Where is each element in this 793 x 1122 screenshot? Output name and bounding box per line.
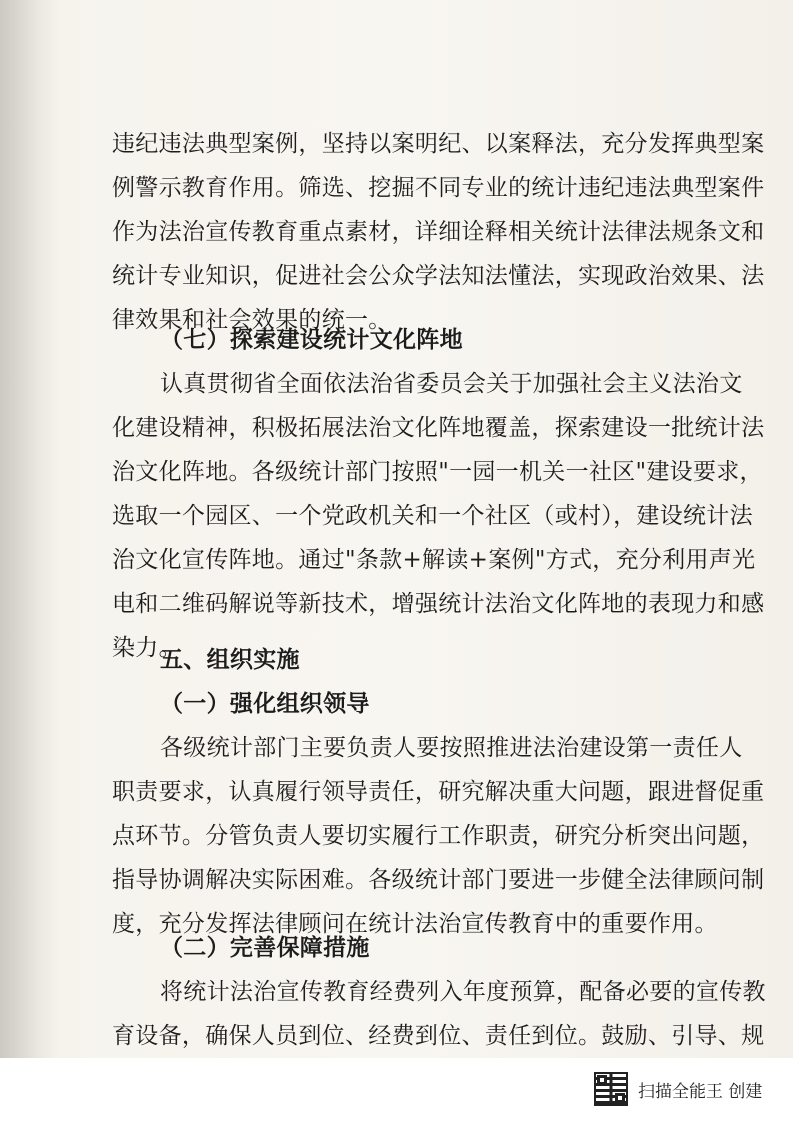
body-line: 治文化宣传阵地。通过"条款+解读+案例"方式，充分利用声光 [112, 547, 756, 573]
qr-code-icon [594, 1072, 628, 1106]
body-line: 统计专业知识，促进社会公众学法知法懂法，实现政治效果、法 [112, 263, 765, 289]
body-line: 违纪违法典型案例，坚持以案明纪、以案释法，充分发挥典型案 [112, 131, 765, 157]
section-heading-2: （二）完善保障措施 [160, 934, 370, 961]
body-line: 认真贯彻省全面依法治省委员会关于加强社会主义法治文 [160, 371, 743, 397]
body-line: 指导协调解决实际困难。各级统计部门要进一步健全法律顾问制 [112, 867, 765, 893]
body-line: 染力。 [112, 635, 182, 661]
body-line: 各级统计部门主要负责人要按照推进法治建设第一责任人 [160, 735, 743, 761]
section-heading-1: （一）强化组织领导 [160, 690, 370, 717]
section-heading-7: （七）探索建设统计文化阵地 [160, 326, 463, 353]
body-line: 治文化阵地。各级统计部门按照"一园一机关一社区"建设要求， [112, 459, 763, 485]
scanner-watermark: 扫描全能王 创建 [638, 1082, 763, 1102]
body-line: 职责要求，认真履行领导责任，研究解决重大问题，跟进督促重 [112, 779, 765, 805]
body-line: 律效果和社会效果的统一。 [112, 307, 392, 333]
body-line: 点环节。分管负责人要切实履行工作职责，研究分析突出问题， [112, 823, 765, 849]
body-line: 选取一个园区、一个党政机关和一个社区（或村），建设统计法 [112, 503, 753, 529]
body-line: 作为法治宣传教育重点素材，详细诠释相关统计法律法规条文和 [112, 219, 765, 245]
body-line: 化建设精神，积极拓展法治文化阵地覆盖，探索建设一批统计法 [112, 415, 765, 441]
body-line: 将统计法治宣传教育经费列入年度预算，配备必要的宣传教 [160, 979, 766, 1005]
body-line: 例警示教育作用。筛选、挖掘不同专业的统计违纪违法典型案件 [112, 175, 765, 201]
page-edge-shadow [0, 0, 60, 1060]
body-line: 育设备，确保人员到位、经费到位、责任到位。鼓励、引导、规 [112, 1023, 765, 1049]
chapter-heading-5: 五、组织实施 [160, 646, 300, 673]
body-line: 电和二维码解说等新技术，增强统计法治文化阵地的表现力和感 [112, 591, 765, 617]
body-line: 度，充分发挥法律顾问在统计法治宣传教育中的重要作用。 [112, 911, 718, 937]
